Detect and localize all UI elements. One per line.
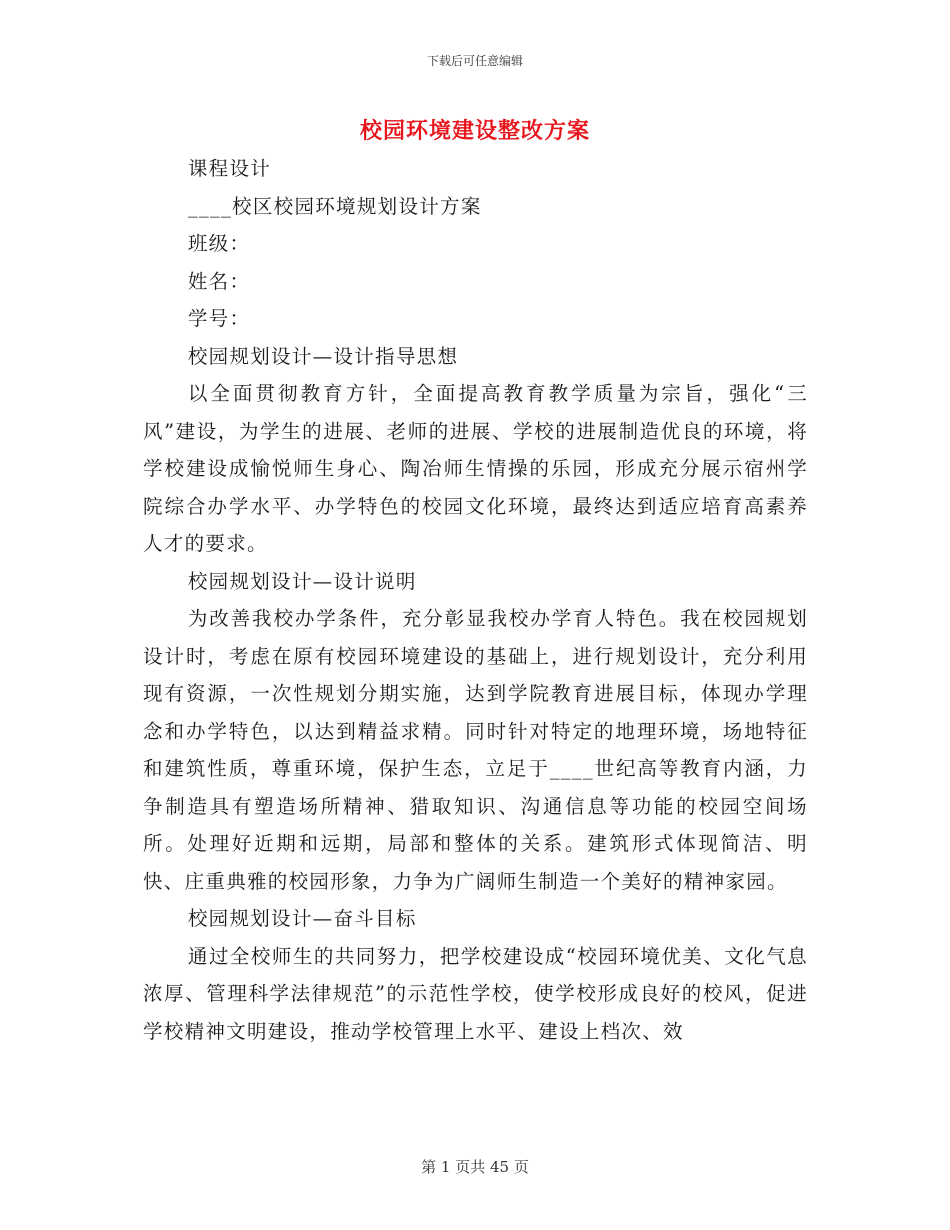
paragraph-guiding-idea: 以全面贯彻教育方针，全面提高教育教学质量为宗旨，强化“三风”建设，为学生的进展、老师的进展、学校的进展制造优良的环境，将学校建设成愉悦师生身心、陶冶师生情操的乐园，形成充分展示宿州学院综合办学水平、办学特色的校园文化环境，最终达到适应培育高素养人才的要求。	[143, 382, 808, 555]
paragraph-plan-name: ____校区校园环境规划设计方案	[187, 194, 482, 218]
document-body	[143, 150, 808, 1050]
header-note: 下载后可任意编辑	[426, 54, 523, 68]
paragraph-course-design: 课程设计	[187, 157, 272, 180]
paragraph-student-id-field: 学号：	[187, 307, 251, 330]
page-number: 第 1 页共 45 页	[421, 1158, 529, 1176]
paragraph-class-field: 班级：	[187, 232, 251, 255]
section-heading-guiding-idea: 校园规划设计—设计指导思想	[187, 344, 459, 368]
section-heading-design-notes: 校园规划设计—设计说明	[187, 569, 417, 593]
paragraph-name-field: 姓名：	[187, 269, 251, 293]
paragraph-goals: 通过全校师生的共同努力，把学校建设成“校园环境优美、文化气息浓厚、管理科学法律规范”的示范性学校，使学校形成良好的校风，促进学校精神文明建设，推动学校管理上水平、建设上档次、效	[143, 944, 808, 1043]
paragraph-design-notes: 为改善我校办学条件，充分彰显我校办学育人特色。我在校园规划设计时，考虑在原有校园环境建设的基础上，进行规划设计，充分利用现有资源，一次性规划分期实施，达到学院教育进展目标，体现办学理念和办学特色，以达到精益求精。同时针对特定的地理环境，场地特征和建筑性质，尊重环境，保护生态，立足于____世纪高等教育内涵，力争制造具有塑造场所精神、猎取知识、沟通信息等功能的校园空间场所。处理好近期和远期，局部和整体的关系。建筑形式体现简洁、明快、庄重典雅的校园形象，力争为广阔师生制造一个美好的精神家园。	[143, 607, 808, 893]
document-title: 校园环境建设整改方案	[359, 118, 590, 144]
section-heading-goals: 校园规划设计—奋斗目标	[187, 907, 417, 930]
